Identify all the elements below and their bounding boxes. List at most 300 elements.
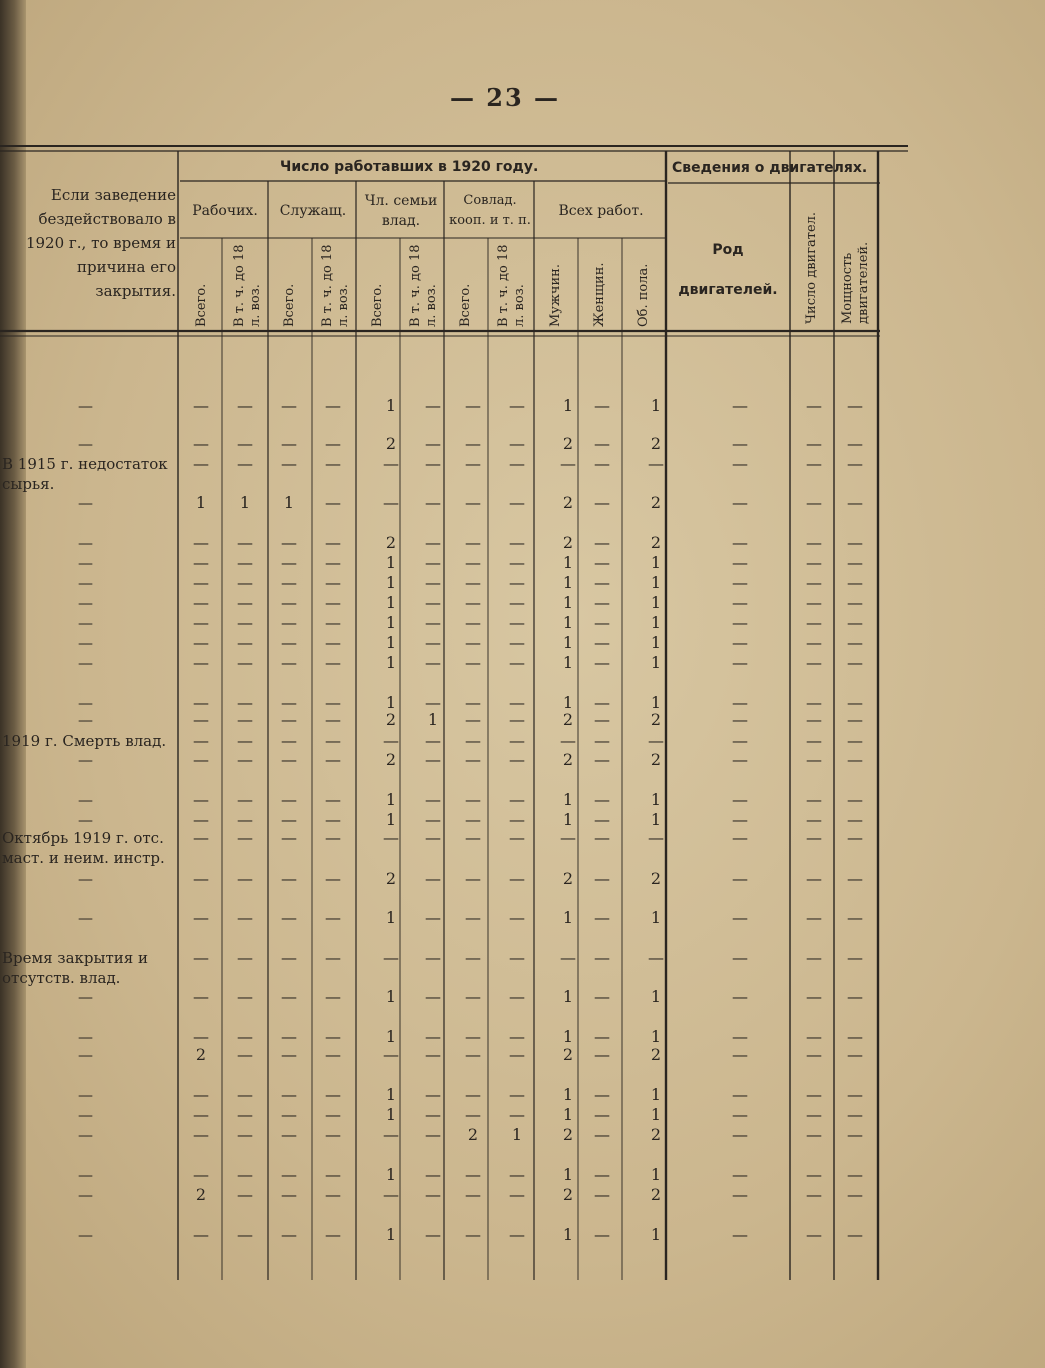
table-cell: — (465, 1165, 481, 1184)
table-cell: — (237, 710, 253, 729)
table-cell: — (594, 908, 610, 927)
closure-reason: — (78, 654, 93, 672)
table-cell: — (847, 653, 863, 672)
table-cell: — (847, 1045, 863, 1064)
table-cell: 2 (385, 710, 397, 729)
table-cell: — (509, 613, 525, 632)
table-cell: — (281, 750, 297, 769)
table-cell: — (425, 810, 441, 829)
table-cell: — (847, 1125, 863, 1144)
table-cell: 1 (650, 653, 662, 672)
table-cell: — (425, 493, 441, 512)
table-cell: — (732, 750, 748, 769)
table-cell: — (509, 750, 525, 769)
table-cell: — (847, 434, 863, 453)
closure-reason: В 1915 г. недостаток сырья. (2, 455, 168, 493)
table-cell: — (237, 573, 253, 592)
table-cell: 1 (385, 1105, 397, 1124)
table-cell: — (509, 633, 525, 652)
table-cell: — (465, 613, 481, 632)
table-cell: — (509, 1185, 525, 1204)
table-cell: — (509, 593, 525, 612)
table-cell: — (281, 1105, 297, 1124)
table-cell: — (806, 533, 822, 552)
table-cell: 1 (650, 633, 662, 652)
table-cell: — (847, 908, 863, 927)
table-cell: 1 (385, 573, 397, 592)
closure-reason: — (78, 534, 93, 552)
table-cell: — (325, 1085, 341, 1104)
table-cell: — (425, 396, 441, 415)
closure-reason: — (78, 1186, 93, 1204)
table-cell: — (325, 948, 341, 967)
closure-reason: Время закрытия и отсутств. влад. (2, 949, 148, 987)
table-cell: — (509, 828, 525, 847)
table-cell: — (732, 1085, 748, 1104)
table-cell: — (325, 593, 341, 612)
table-cell: — (465, 1045, 481, 1064)
closure-reason: — (78, 791, 93, 809)
table-cell: — (465, 790, 481, 809)
table-cell: 1 (385, 693, 397, 712)
workers-subheader: Рабочих. (192, 203, 258, 219)
table-cell: — (325, 533, 341, 552)
col-header-men: Мужчин. (548, 264, 563, 327)
table-cell: — (237, 948, 253, 967)
table-cell: 1 (385, 396, 397, 415)
closure-reason: — (78, 634, 93, 652)
table-cell: — (806, 553, 822, 572)
table-cell: — (847, 1185, 863, 1204)
table-cell: — (806, 1225, 822, 1244)
table-cell: — (425, 434, 441, 453)
table-cell: — (594, 1085, 610, 1104)
table-cell: — (193, 613, 209, 632)
table-cell: 1 (562, 573, 574, 592)
table-cell: — (806, 573, 822, 592)
table-cell: — (325, 828, 341, 847)
table-cell: — (383, 731, 399, 750)
table-cell: — (325, 869, 341, 888)
table-cell: — (732, 1185, 748, 1204)
table-cell: 2 (562, 869, 574, 888)
table-cell: — (237, 1225, 253, 1244)
table-cell: 1 (650, 1165, 662, 1184)
table-cell: — (425, 987, 441, 1006)
closure-reason: — (78, 574, 93, 592)
table-cell: — (281, 1165, 297, 1184)
table-cell: — (594, 593, 610, 612)
table-cell: — (465, 731, 481, 750)
table-cell: — (847, 573, 863, 592)
table-cell: — (325, 1105, 341, 1124)
table-cell: — (325, 1125, 341, 1144)
closure-reason: Октябрь 1919 г. отс. маст. и неим. инстр. (2, 829, 165, 867)
table-cell: — (281, 810, 297, 829)
closure-reason: — (78, 614, 93, 632)
table-cell: — (847, 693, 863, 712)
workers-group-header: Число работавших в 1920 году. (280, 159, 539, 175)
table-cell: — (509, 573, 525, 592)
table-cell: 1 (385, 987, 397, 1006)
table-cell: — (281, 1085, 297, 1104)
table-cell: — (193, 454, 209, 473)
table-cell: — (383, 828, 399, 847)
table-cell: — (325, 553, 341, 572)
table-cell: 1 (385, 1165, 397, 1184)
table-cell: — (325, 653, 341, 672)
table-cell: — (465, 1105, 481, 1124)
table-cell: 1 (650, 908, 662, 927)
table-cell: 1 (385, 1225, 397, 1244)
table-cell: — (847, 710, 863, 729)
table-cell: — (806, 633, 822, 652)
table-cell: 1 (650, 553, 662, 572)
table-cell: 2 (650, 750, 662, 769)
table-cell: — (509, 533, 525, 552)
engine-power-header: Мощность двигателей. (840, 241, 871, 324)
table-cell: — (594, 710, 610, 729)
table-cell: — (237, 750, 253, 769)
table-cell: — (509, 1027, 525, 1046)
table-cell: — (594, 396, 610, 415)
table-cell: — (806, 454, 822, 473)
table-cell: — (509, 948, 525, 967)
table-cell: 1 (385, 1027, 397, 1046)
table-cell: — (806, 987, 822, 1006)
table-cell: — (237, 633, 253, 652)
table-cell: — (465, 693, 481, 712)
table-cell: — (193, 908, 209, 927)
table-cell: — (425, 1165, 441, 1184)
table-cell: — (383, 1125, 399, 1144)
table-cell: — (806, 693, 822, 712)
table-cell: — (594, 493, 610, 512)
table-cell: — (509, 553, 525, 572)
table-cell: 2 (562, 1185, 574, 1204)
table-cell: 1 (650, 593, 662, 612)
table-cell: — (732, 1027, 748, 1046)
table-cell: — (425, 1125, 441, 1144)
table-cell: — (237, 731, 253, 750)
table-cell: — (325, 731, 341, 750)
closure-reason: — (78, 1126, 93, 1144)
table-cell: — (237, 593, 253, 612)
table-cell: — (847, 454, 863, 473)
table-cell: — (193, 434, 209, 453)
table-cell: 2 (650, 1045, 662, 1064)
table-cell: 1 (195, 493, 207, 512)
closure-reason: — (78, 397, 93, 415)
table-cell: — (594, 653, 610, 672)
table-cell: — (806, 869, 822, 888)
table-cell: — (560, 454, 576, 473)
table-cell: 2 (195, 1185, 207, 1204)
table-cell: — (509, 653, 525, 672)
table-cell: — (465, 750, 481, 769)
table-cell: — (237, 790, 253, 809)
table-cell: — (281, 1185, 297, 1204)
table-cell: 1 (283, 493, 295, 512)
table-cell: — (594, 750, 610, 769)
table-cell: — (325, 454, 341, 473)
table-cell: — (325, 750, 341, 769)
table-cell: — (325, 1165, 341, 1184)
table-cell: — (806, 593, 822, 612)
table-cell: — (325, 573, 341, 592)
table-cell: — (594, 810, 610, 829)
table-cell: 1 (650, 790, 662, 809)
table-cell: — (465, 869, 481, 888)
table-cell: — (847, 1105, 863, 1124)
table-cell: — (425, 1185, 441, 1204)
table-cell: — (594, 869, 610, 888)
table-cell: — (806, 710, 822, 729)
closure-reason: — (78, 1046, 93, 1064)
table-cell: — (648, 454, 664, 473)
table-cell: — (847, 869, 863, 888)
table-cell: 2 (562, 710, 574, 729)
table-cell: — (594, 1165, 610, 1184)
table-cell: — (560, 828, 576, 847)
table-cell: — (594, 1185, 610, 1204)
table-cell: — (732, 1225, 748, 1244)
table-cell: — (193, 1165, 209, 1184)
table-cell: — (594, 553, 610, 572)
table-cell: — (465, 810, 481, 829)
table-cell: — (847, 1165, 863, 1184)
table-cell: — (325, 1225, 341, 1244)
table-cell: — (806, 1105, 822, 1124)
table-cell: 1 (650, 613, 662, 632)
table-cell: — (509, 1225, 525, 1244)
table-cell: — (806, 750, 822, 769)
table-cell: — (237, 1165, 253, 1184)
table-cell: — (509, 810, 525, 829)
table-cell: 1 (385, 593, 397, 612)
table-cell: 1 (562, 1225, 574, 1244)
table-cell: — (560, 731, 576, 750)
table-cell: — (594, 454, 610, 473)
table-cell: — (425, 454, 441, 473)
table-cell: — (237, 1027, 253, 1046)
table-cell: — (425, 693, 441, 712)
table-cell: — (648, 948, 664, 967)
table-cell: 1 (650, 1225, 662, 1244)
table-cell: — (806, 948, 822, 967)
table-cell: — (732, 434, 748, 453)
table-cell: — (847, 828, 863, 847)
table-cell: — (193, 573, 209, 592)
closure-reason: — (78, 1086, 93, 1104)
table-cell: — (193, 790, 209, 809)
table-cell: 2 (385, 533, 397, 552)
closure-reason: — (78, 1226, 93, 1244)
table-cell: — (465, 1027, 481, 1046)
col-header-under18: В т. ч. до 18 л. воз. (496, 244, 527, 327)
col-header-under18: В т. ч. до 18 л. воз. (320, 244, 351, 327)
table-cell: — (237, 693, 253, 712)
table-cell: — (425, 553, 441, 572)
table-cell: — (594, 731, 610, 750)
table-cell: — (594, 573, 610, 592)
table-cell: — (509, 434, 525, 453)
table-cell: — (425, 633, 441, 652)
table-cell: — (509, 908, 525, 927)
table-cell: — (425, 731, 441, 750)
table-cell: 1 (562, 987, 574, 1006)
table-cell: — (465, 396, 481, 415)
employees-subheader: Служащ. (279, 203, 347, 219)
table-cell: 2 (562, 1045, 574, 1064)
table-cell: — (732, 1105, 748, 1124)
table-cell: — (281, 908, 297, 927)
table-cell: — (237, 1045, 253, 1064)
table-cell: — (847, 493, 863, 512)
table-cell: — (425, 790, 441, 809)
table-cell: — (193, 1105, 209, 1124)
coowners-subheader: Совлад. кооп. и т. п. (449, 193, 531, 228)
table-cell: — (325, 396, 341, 415)
table-cell: — (594, 633, 610, 652)
table-cell: — (509, 454, 525, 473)
table-cell: — (281, 573, 297, 592)
table-cell: — (806, 396, 822, 415)
table-cell: — (594, 790, 610, 809)
table-cell: — (732, 454, 748, 473)
table-cell: — (237, 1185, 253, 1204)
table-cell: 2 (562, 493, 574, 512)
table-cell: — (732, 613, 748, 632)
table-cell: — (193, 810, 209, 829)
table-cell: — (193, 1125, 209, 1144)
table-cell: 1 (427, 710, 439, 729)
table-cell: — (806, 493, 822, 512)
table-cell: — (237, 810, 253, 829)
table-cell: — (281, 434, 297, 453)
table-cell: 1 (650, 1027, 662, 1046)
table-cell: — (732, 493, 748, 512)
table-cell: — (806, 1045, 822, 1064)
table-cell: — (425, 750, 441, 769)
closure-reason: — (78, 1028, 93, 1046)
col-header-women: Женщин. (592, 262, 607, 327)
table-cell: — (847, 396, 863, 415)
table-cell: — (847, 987, 863, 1006)
table-cell: — (281, 533, 297, 552)
closure-reason: — (78, 988, 93, 1006)
table-cell: — (281, 593, 297, 612)
table-cell: — (425, 828, 441, 847)
table-cell: 1 (562, 593, 574, 612)
table-cell: — (193, 653, 209, 672)
col-header-under18: В т. ч. до 18 л. воз. (408, 244, 439, 327)
closure-reason: — (78, 751, 93, 769)
closure-reason: — (78, 909, 93, 927)
table-cell: 1 (650, 1085, 662, 1104)
table-cell: — (193, 553, 209, 572)
col-header-total: Всего. (370, 283, 385, 327)
table-cell: — (465, 828, 481, 847)
table-cell: — (281, 613, 297, 632)
table-cell: — (383, 948, 399, 967)
table-cell: — (806, 790, 822, 809)
table-cell: — (806, 1185, 822, 1204)
table-cell: — (847, 1225, 863, 1244)
table-cell: — (465, 553, 481, 572)
table-cell: 2 (385, 434, 397, 453)
table-cell: — (732, 633, 748, 652)
table-cell: — (325, 633, 341, 652)
table-cell: — (806, 731, 822, 750)
closure-reason: — (78, 594, 93, 612)
table-cell: — (425, 1105, 441, 1124)
table-cell: — (594, 434, 610, 453)
table-cell: — (465, 434, 481, 453)
engine-count-header: Число двигател. (804, 211, 819, 324)
table-cell: — (281, 987, 297, 1006)
table-cell: — (193, 533, 209, 552)
family-subheader: Чл. семьи влад. (364, 193, 438, 229)
table-cell: — (193, 693, 209, 712)
table-cell: 1 (562, 810, 574, 829)
closure-reason: — (78, 1166, 93, 1184)
table-cell: 1 (385, 1085, 397, 1104)
table-cell: 1 (239, 493, 251, 512)
closure-reason: — (78, 811, 93, 829)
closure-reason: — (78, 870, 93, 888)
table-cell: — (594, 693, 610, 712)
page-number: — 23 — (449, 83, 561, 112)
table-cell: — (383, 454, 399, 473)
table-cell: — (237, 613, 253, 632)
table-cell: 1 (562, 1027, 574, 1046)
table-cell: — (594, 987, 610, 1006)
table-cell: — (847, 613, 863, 632)
table-cell: — (594, 533, 610, 552)
table-cell: — (237, 869, 253, 888)
table-cell: — (509, 869, 525, 888)
table-cell: — (193, 948, 209, 967)
table-cell: — (732, 693, 748, 712)
table-cell: — (594, 828, 610, 847)
table-cell: — (648, 828, 664, 847)
table-cell: — (237, 533, 253, 552)
table-cell: — (732, 790, 748, 809)
table-cell: — (425, 908, 441, 927)
table-cell: — (847, 810, 863, 829)
table-cell: — (594, 1225, 610, 1244)
table-cell: — (193, 396, 209, 415)
table-cell: 1 (385, 810, 397, 829)
table-cell: — (193, 750, 209, 769)
table-cell: — (425, 1045, 441, 1064)
table-cell: — (281, 869, 297, 888)
table-cell: — (732, 828, 748, 847)
table-cell: — (847, 593, 863, 612)
table-cell: — (847, 1085, 863, 1104)
col-header-both: Об. пола. (636, 263, 651, 327)
table-cell: — (325, 987, 341, 1006)
table-cell: 1 (562, 613, 574, 632)
table-cell: — (732, 948, 748, 967)
table-cell: — (560, 948, 576, 967)
table-cell: — (325, 1185, 341, 1204)
table-cell: — (594, 1045, 610, 1064)
table-cell: — (847, 750, 863, 769)
table-cell: — (193, 633, 209, 652)
table-cell: — (806, 828, 822, 847)
